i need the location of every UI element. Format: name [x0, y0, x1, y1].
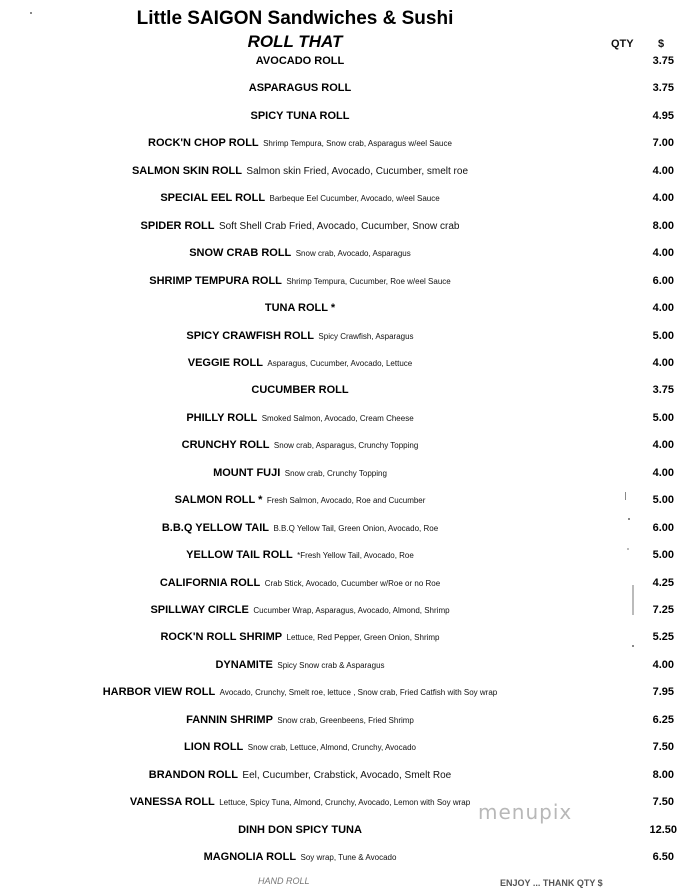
- menu-item-description: Snow crab, Greenbeens, Fried Shrimp: [277, 716, 414, 725]
- menu-item-price: 7.00: [652, 137, 674, 149]
- menu-item-price: 4.25: [652, 577, 674, 589]
- menu-item-row: [0, 409, 600, 427]
- scan-speck: [628, 518, 630, 520]
- menu-item-price: 5.00: [652, 494, 674, 506]
- menu-item-description: Cucumber Wrap, Asparagus, Avocado, Almond, Shrimp: [253, 606, 450, 615]
- menu-item-description: Asparagus, Cucumber, Avocado, Lettuce: [267, 359, 413, 368]
- menu-item-description: Snow crab, Avocado, Asparagus: [295, 249, 411, 258]
- menu-item-description: Fresh Salmon, Avocado, Roe and Cucumber: [266, 496, 426, 505]
- menu-item-description: Smoked Salmon, Avocado, Cream Cheese: [261, 414, 414, 423]
- scan-speck: [632, 585, 634, 615]
- menu-item-row: [0, 766, 600, 784]
- menu-item-row: [0, 848, 600, 866]
- menu-item-price: 6.50: [652, 851, 674, 863]
- price-column-header: $: [658, 38, 665, 50]
- menu-item-description: Soy wrap, Tune & Avocado: [300, 853, 397, 862]
- menu-item-name: VEGGIE ROLL: [187, 357, 263, 369]
- menu-item-description: *Fresh Yellow Tail, Avocado, Roe: [297, 551, 414, 560]
- menu-item-name: SHRIMP TEMPURA ROLL: [149, 275, 282, 287]
- menu-item-price: 5.00: [652, 549, 674, 561]
- menu-item-price: 7.95: [652, 686, 674, 698]
- menu-item-name: CUCUMBER ROLL: [251, 384, 349, 396]
- menu-item-name: HARBOR VIEW ROLL: [102, 686, 216, 698]
- menu-item-name: SPICY TUNA ROLL: [250, 110, 350, 122]
- menu-item-price: 8.00: [652, 220, 674, 232]
- menu-item-row: [0, 52, 600, 69]
- menu-item-row: [0, 162, 600, 180]
- menu-item-row: [0, 546, 600, 564]
- menu-item-row: [0, 519, 600, 537]
- menu-item-description: Soft Shell Crab Fried, Avocado, Cucumber, Snow crab: [218, 221, 460, 232]
- menu-item-row: [0, 381, 600, 398]
- menu-item-price: 7.50: [652, 796, 674, 808]
- menu-item-row: [0, 464, 600, 482]
- menu-item-row: [0, 272, 600, 290]
- menu-item-description: Spicy Snow crab & Asparagus: [277, 661, 385, 670]
- menu-item-name: ROCK'N ROLL SHRIMP: [160, 631, 283, 643]
- menu-item-row: [0, 656, 600, 674]
- menu-item-name: SPICY CRAWFISH ROLL: [186, 330, 314, 342]
- menu-item-price: 4.00: [652, 467, 674, 479]
- menu-item-price: 4.00: [652, 439, 674, 451]
- menu-item-row: [0, 79, 600, 96]
- menu-item-description: Snow crab, Asparagus, Crunchy Topping: [273, 441, 419, 450]
- menu-item-name: FANNIN SHRIMP: [186, 714, 273, 726]
- menu-item-description: Lettuce, Red Pepper, Green Onion, Shrimp: [286, 633, 440, 642]
- menu-item-row: [0, 327, 600, 345]
- menu-item-row: [0, 299, 600, 316]
- footer-right-text: ENJOY ... THANK QTY $: [500, 878, 603, 888]
- menu-item-row: [0, 217, 600, 235]
- menu-item-price: 4.00: [652, 247, 674, 259]
- menu-item-description: Eel, Cucumber, Crabstick, Avocado, Smelt Roe: [242, 770, 452, 781]
- menu-item-name: SPIDER ROLL: [140, 220, 215, 232]
- scan-speck: [627, 548, 629, 550]
- menu-item-name: MAGNOLIA ROLL: [203, 851, 297, 863]
- scan-speck: [625, 492, 626, 500]
- menu-item-name: YELLOW TAIL ROLL: [186, 549, 293, 561]
- menu-item-price: 7.25: [652, 604, 674, 616]
- menu-item-price: 6.25: [652, 714, 674, 726]
- menu-item-name: SNOW CRAB ROLL: [189, 247, 292, 259]
- menu-item-name: SPECIAL EEL ROLL: [160, 192, 266, 204]
- menu-item-price: 7.50: [652, 741, 674, 753]
- menu-item-row: [0, 134, 600, 152]
- menu-item-price: 4.95: [652, 110, 674, 122]
- menu-item-name: DYNAMITE: [215, 659, 273, 671]
- menu-item-description: Shrimp Tempura, Cucumber, Roe w/eel Sauce: [286, 277, 451, 286]
- menu-item-name: BRANDON ROLL: [148, 769, 238, 781]
- menu-item-row: [0, 628, 600, 646]
- menu-item-description: Shrimp Tempura, Snow crab, Asparagus w/eel Sauce: [263, 139, 452, 148]
- menu-item-description: B.B.Q Yellow Tail, Green Onion, Avocado, Roe: [273, 524, 439, 533]
- menu-item-row: [0, 711, 600, 729]
- footer-left-text: HAND ROLL: [258, 876, 310, 886]
- menu-item-price: 4.00: [652, 357, 674, 369]
- menu-item-price: 5.00: [652, 412, 674, 424]
- menu-item-row: [0, 189, 600, 207]
- menu-title: Little SAIGON Sandwiches & Sushi: [136, 8, 454, 29]
- menu-item-row: [0, 244, 600, 262]
- menu-item-price: 5.00: [652, 330, 674, 342]
- menu-item-price: 3.75: [652, 82, 674, 94]
- menu-item-name: LION ROLL: [184, 741, 244, 753]
- menu-item-name: TUNA ROLL *: [264, 302, 336, 314]
- menu-item-row: [0, 491, 600, 509]
- menu-item-row: [0, 574, 600, 592]
- menu-item-description: Snow crab, Crunchy Topping: [284, 469, 387, 478]
- menu-item-row: [0, 107, 600, 124]
- menu-item-row: [0, 354, 600, 372]
- menu-item-name: ASPARAGUS ROLL: [248, 82, 352, 94]
- menu-item-name: AVOCADO ROLL: [255, 55, 345, 67]
- menu-item-description: Snow crab, Lettuce, Almond, Crunchy, Avocado: [247, 743, 416, 752]
- menu-item-name: CRUNCHY ROLL: [181, 439, 270, 451]
- menu-item-name: DINH DON SPICY TUNA: [238, 824, 362, 836]
- menu-item-name: SALMON SKIN ROLL: [131, 165, 242, 177]
- menu-item-description: Salmon skin Fried, Avocado, Cucumber, smelt roe: [246, 166, 469, 177]
- menu-item-name: PHILLY ROLL: [186, 412, 258, 424]
- scan-speck: [632, 645, 634, 647]
- menu-item-price: 12.50: [649, 824, 677, 836]
- menu-item-name: B.B.Q YELLOW TAIL: [161, 522, 269, 534]
- menu-item-name: MOUNT FUJI: [213, 467, 281, 479]
- menu-item-name: CALIFORNIA ROLL: [159, 577, 261, 589]
- qty-column-header: QTY: [611, 38, 634, 50]
- menu-item-row: [0, 601, 600, 619]
- menu-item-description: Lettuce, Spicy Tuna, Almond, Crunchy, Avocado, Lemon with Soy wrap: [219, 798, 471, 807]
- watermark: menupix: [478, 800, 573, 824]
- menu-item-price: 6.00: [652, 275, 674, 287]
- menu-item-price: 4.00: [652, 192, 674, 204]
- menu-item-row: [0, 683, 600, 701]
- menu-item-name: SPILLWAY CIRCLE: [150, 604, 249, 616]
- menu-item-name: ROCK'N CHOP ROLL: [148, 137, 259, 149]
- menu-item-price: 3.75: [652, 384, 674, 396]
- section-title: ROLL THAT: [247, 32, 343, 51]
- menu-item-price: 5.25: [652, 631, 674, 643]
- menu-item-description: Spicy Crawfish, Asparagus: [318, 332, 414, 341]
- menu-item-price: 8.00: [652, 769, 674, 781]
- scan-speck: [30, 12, 32, 14]
- menu-item-description: Crab Stick, Avocado, Cucumber w/Roe or no Roe: [264, 579, 441, 588]
- menu-item-price: 6.00: [652, 522, 674, 534]
- menu-item-row: [0, 738, 600, 756]
- menu-item-name: SALMON ROLL *: [174, 494, 263, 506]
- menu-item-row: [0, 436, 600, 454]
- menu-item-name: VANESSA ROLL: [129, 796, 215, 808]
- menu-item-description: Avocado, Crunchy, Smelt roe, lettuce , Snow crab, Fried Catfish with Soy wrap: [219, 688, 498, 697]
- menu-item-price: 4.00: [652, 659, 674, 671]
- menu-item-price: 4.00: [652, 302, 674, 314]
- menu-item-description: Barbeque Eel Cucumber, Avocado, w/eel Sauce: [269, 194, 440, 203]
- menu-item-price: 4.00: [652, 165, 674, 177]
- menu-item-price: 3.75: [652, 55, 674, 67]
